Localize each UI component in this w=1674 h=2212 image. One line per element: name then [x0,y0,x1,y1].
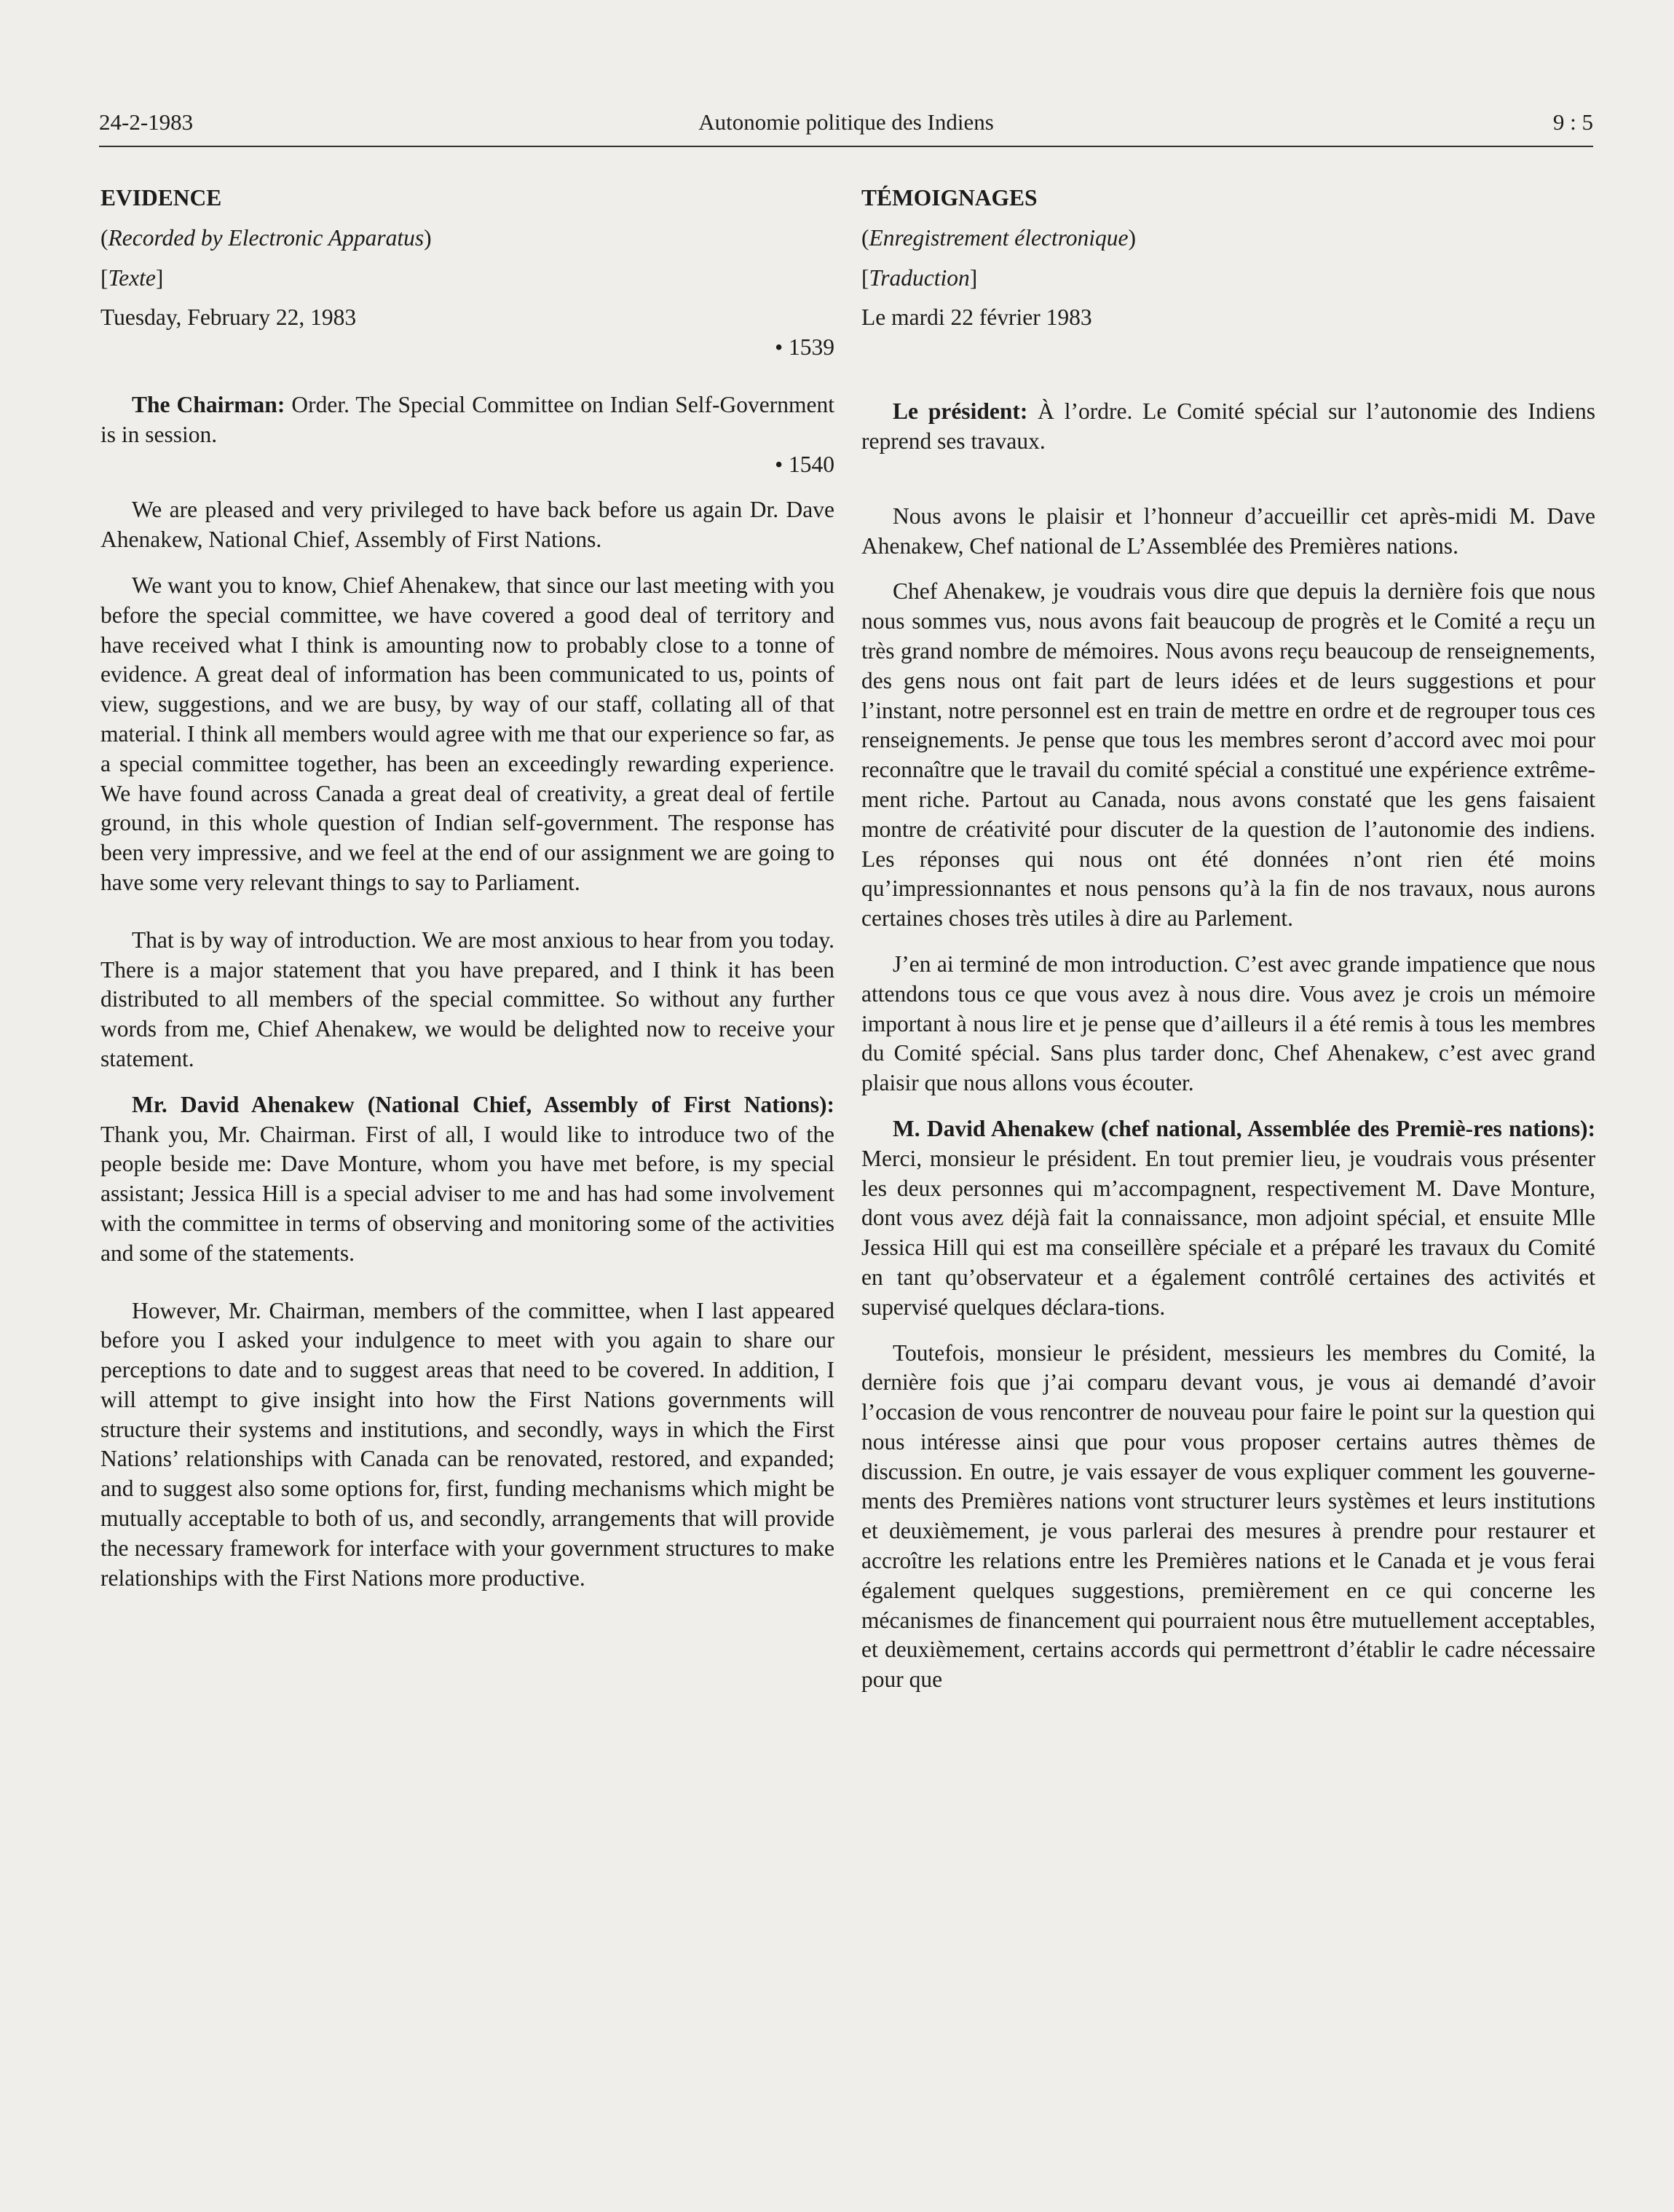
timestamp: • 1539 [775,334,834,361]
paragraph: However, Mr. Chairman, members of the committee, when I last appeared before you I asked your indulgence to meet with you again to share our perceptions to date and to suggest areas that need to be covered. In addition, I will attempt to give insight into how the First Nations governments will structure their systems and institutions, and secondly, ways in which the First Nations’ relationships with Canada can be renovated, restored, and expanded; and to suggest also some options for, first, funding mechanisms which might be mutually acceptable to both of us, and secondly, arrangements that will provide the necessary framework for interface with your government structures to make relationships with the First Nations more productive. [100,1297,834,1591]
paragraph: M. David Ahenakew (chef national, Assemblée des Premiè-res nations): Merci, monsieur le président. En tout premier lieu, je voudrais vous présenter les deux personnes qui m’accompagnent, respectivement M. Dave Monture, dont vous avez déjà fait la connaissance, mon adjoint spécial, et ensuite Mlle Jessica Hill qui est ma conseillère spéciale et a préparé les travaux du Comité en tant qu’observateur et a également contrôlé certaines des activités et supervisé quelques déclara-tions. [861,1115,1595,1320]
session-date: Tuesday, February 22, 1983 [100,304,357,331]
paragraph: Mr. David Ahenakew (National Chief, Assembly of First Nations): Thank you, Mr. Chairman. First of all, I would like to introduce two of the people beside me: Dave Monture, whom you have met before, is my special assistant; Jessica Hill is a special adviser to me and has had some involvement with the committee in terms of observing and monitoring some of the activities and some of the statements. [100,1091,834,1266]
paragraph: J’en ai terminé de mon introduction. C’est avec grande impatience que nous attendons tous ce que vous avez à nous dire. Vous avez je crois un mémoire important à nous lire et je pense que d’ailleurs il a été remis à tous les membres du Comité spécial. Sans plus tarder donc, Chef Ahenakew, c’est avec grand plaisir que nous allons vous écouter. [861,950,1595,1096]
right-column-french [861,184,1595,1695]
paragraph: We want you to know, Chief Ahenakew, that since our last meeting with you before the special committee, we have covered a good deal of territory and have received what I think is amounting now to probably close to a tonne of evidence. A great deal of information has been communicated to us, points of view, suggestions, and we are busy, by way of our staff, collating all of that material. I think all members would agree with me that our experience so far, as a special committee together, has been an exceedingly rewarding experience. We have found across Canada a great deal of creativity, a great deal of fertile ground, in this whole question of Indian self-government. The response has been very impressive, and we feel at the end of our assignment we are going to have some very relevant things to say to Parliament. [100,572,834,895]
paragraph: The Chairman: Order. The Special Committee on Indian Self-Government is in session. [100,391,834,447]
paragraph: That is by way of introduction. We are most anxious to hear from you today. There is a major statement that you have prepared, and I think it has been distributed to all members of the special committee. So without any further words from me, Chief Ahenakew, we would be delighted now to receive your statement. [100,926,834,1071]
paragraph: We are pleased and very privileged to have back before us again Dr. Dave Ahenakew, National Chief, Assembly of First Nations. [100,497,834,553]
speaker-name: M. David Ahenakew (chef national, Assemblée des Premiè-res nations): [893,1115,1595,1141]
header-title: Autonomie politique des Indiens [698,109,994,135]
paragraph: Toutefois, monsieur le président, messieurs les membres du Comité, la dernière fois que j’ai comparu devant vous, je vous ai demandé d’avoir l’occasion de vous rencontrer de nouveau pour faire le point sur la question qui nous intéresse ainsi que pour vous proposer certains autres thèmes de discussion. En outre, je vais essayer de vous expliquer comment les gouverne-ments des Premières nations vont structurer leurs systèmes et leurs institutions et deuxièmement, je vous parlerai des mesures à prendre pour restaurer et accroître les relations entre les Premières nations et le Canada et je vous ferai également quelques suggestions, premièrement en ce qui concerne les mécanismes de financement qui pourraient nous être mutuellement acceptables, et deuxièmement, certains accords qui permettront d’établir le cadre nécessaire pour que [861,1339,1595,1693]
left-column-english [100,184,834,1593]
recording-note: (Recorded by Electronic Apparatus) [100,224,432,251]
recording-note: (Enregistrement électronique) [861,224,1137,251]
page-header [99,108,1593,147]
paragraph: Le président: À l’ordre. Le Comité spécial sur l’autonomie des Indiens reprend ses travaux. [861,398,1596,454]
language-tag: [Texte] [100,264,164,291]
session-date: Le mardi 22 février 1983 [861,304,1092,331]
speaker-name: Mr. David Ahenakew (National Chief, Assembly of First Nations): [132,1091,834,1117]
section-heading: TÉMOIGNAGES [861,185,1038,210]
header-page-number: 9 : 5 [1552,109,1593,135]
header-date: 24-2-1983 [99,109,194,135]
language-tag: [Traduction] [861,264,978,291]
timestamp: • 1540 [775,451,834,477]
speaker-name: Le président: [893,398,1028,425]
speaker-name: The Chairman: [132,391,285,417]
paragraph: Nous avons le plaisir et l’honneur d’accueillir cet après-midi M. Dave Ahenakew, Chef national de L’Assemblée des Premières nations. [861,503,1595,559]
section-heading: EVIDENCE [100,185,222,210]
paragraph: Chef Ahenakew, je voudrais vous dire que depuis la dernière fois que nous nous sommes vus, nous avons fait beaucoup de progrès et le Comité a reçu un très grand nombre de mémoires. Nous avons reçu beaucoup de renseignements, des gens nous ont fait part de leurs idées et de leurs suggestions et pour l’instant, notre personnel est en train de mettre en ordre et de regrouper tous ces renseignements. Je pense que tous les membres seront d’accord avec moi pour reconnaître que le travail du comité spécial a constitué une expérience extrême-ment riche. Partout au Canada, nous avons constaté que les gens faisaient montre de créativité pour discuter de la question de l’autonomie des indiens. Les réponses qui nous ont été données n’ont rien été moins qu’impressionnantes et nous pensons qu’à la fin de nos travaux, nous aurons certaines choses très utiles à dire au Parlement. [861,578,1595,932]
